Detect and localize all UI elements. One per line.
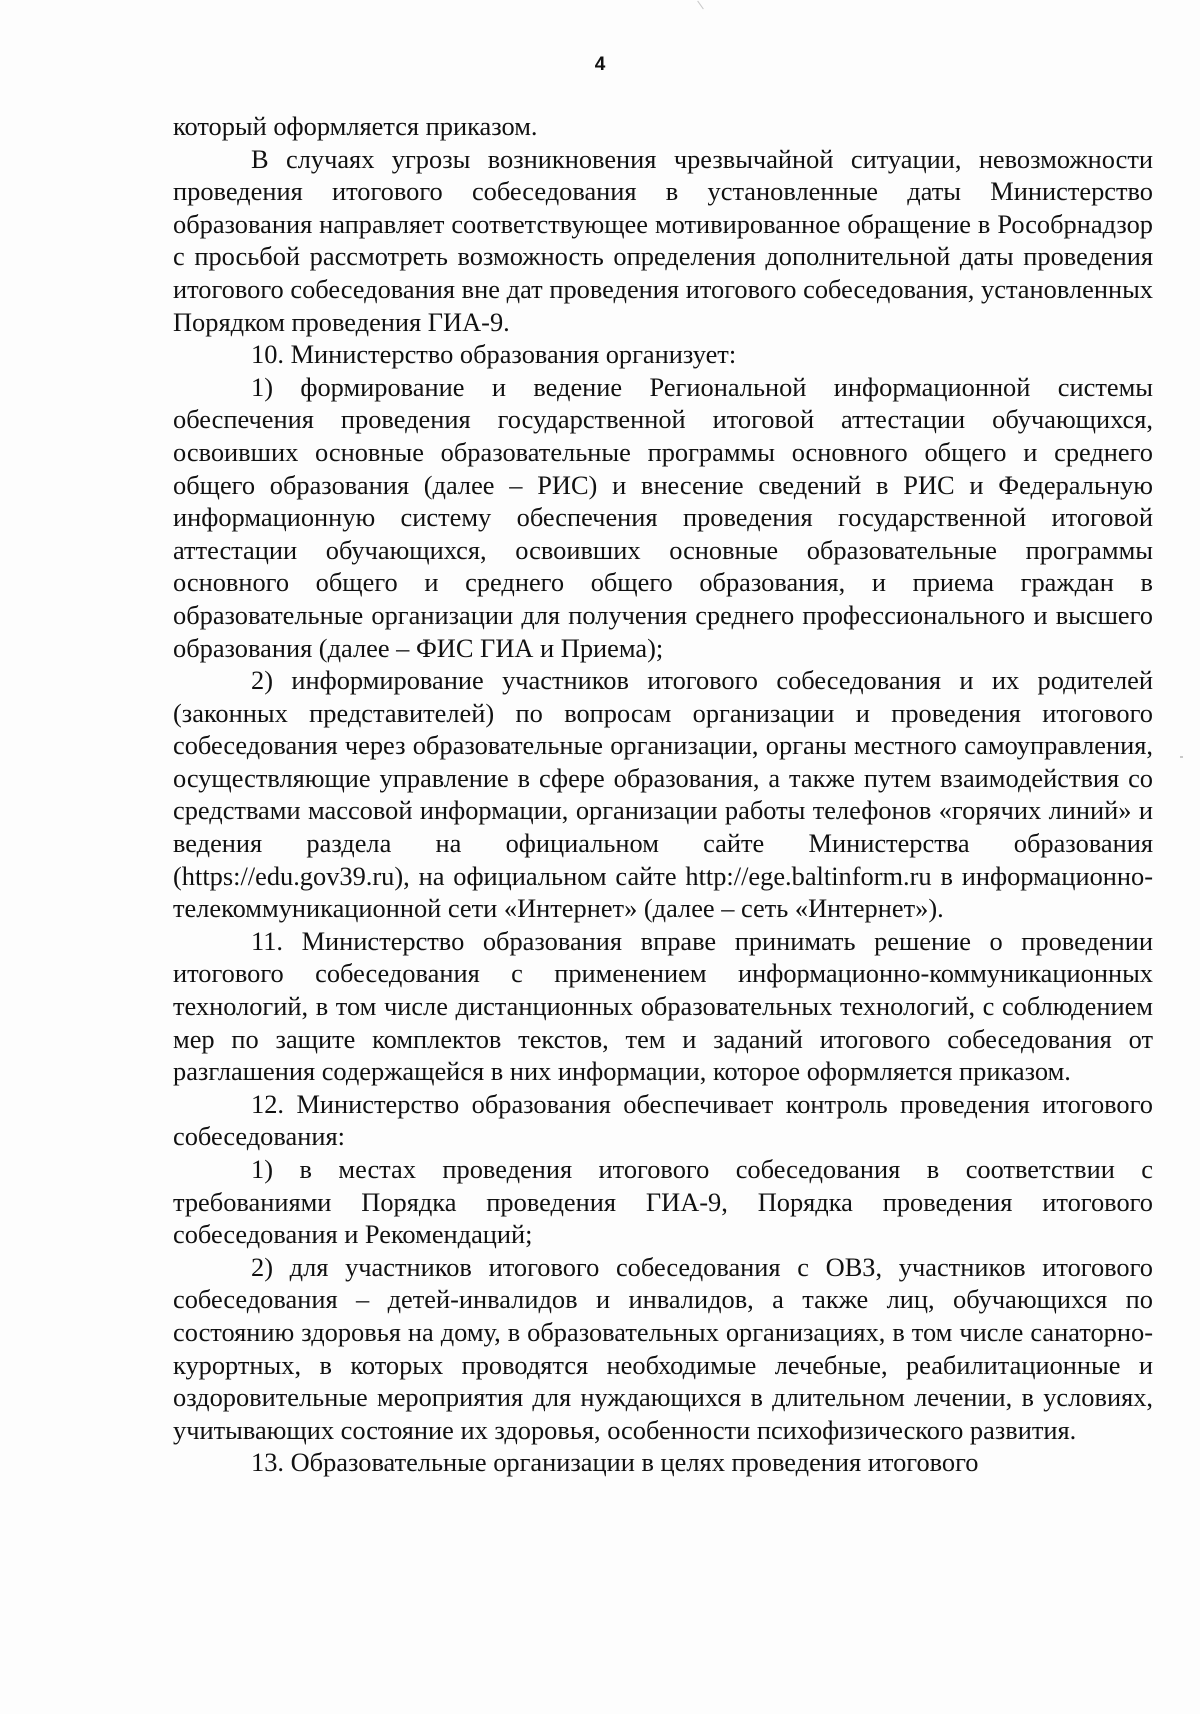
paragraph-emergency: В случаях угрозы возникновения чрезвычайной ситуации, невозможности проведения итогового собеседования в установленные даты Министерство образования направляет соответствующее мотивированное обращение в Рособрнадзор с просьбой рассмотреть возможность определения дополнительной даты проведения итогового собеседования вне дат проведения итогового собеседования, установленных Порядком проведения ГИА-9. xyxy=(173,143,1153,337)
scan-artifact xyxy=(1180,756,1183,758)
paragraph-item-10: 10. Министерство образования организует: xyxy=(251,339,737,370)
paragraph-item-13: 13. Образовательные организации в целях проведения итогового xyxy=(251,1447,979,1478)
paragraph-item-12: 12. Министерство образования обеспечивает контроль проведения итогового собеседования: xyxy=(173,1088,1153,1152)
paragraph-item-12-1: 1) в местах проведения итогового собеседования в соответствии с требованиями Порядка проведения ГИА-9, Порядка проведения итогового собеседования и Рекомендаций; xyxy=(173,1154,1153,1250)
page-number: 4 xyxy=(594,54,606,75)
paragraph-item-10-1: 1) формирование и ведение Региональной информационной системы обеспечения проведения государственной итоговой аттестации обучающихся, освоивших основные образовательные программы основного общего и среднего общего образования (далее – РИС) и внесение сведений в РИС и Федеральную информационную систему обеспечения проведения государственной итоговой аттестации обучающихся, освоивших основные образовательные программы основного общего и среднего общего образования, и приема граждан в образовательные организации для получения среднего профессионального и высшего образования (далее – ФИС ГИА и Приема); xyxy=(173,371,1153,663)
paragraph-continuation: который оформляется приказом. xyxy=(173,111,538,141)
paragraph-item-10-2: 2) информирование участников итогового собеседования и их родителей (законных представителей) по вопросам организации и проведения итогового собеседования через образовательные организации, органы местного самоуправления, осуществляющие управление в сфере образования, а также путем взаимодействия со средствами массовой информации, организации работы телефонов «горячих линий» и ведения раздела на официальном сайте Министерства образования (https://edu.gov39.ru), на официальном сайте http://ege.baltinform.ru в информационно-телекоммуникационной сети «Интернет» (далее – сеть «Интернет»). xyxy=(173,665,1153,924)
scan-artifact xyxy=(697,1,704,10)
paragraph-item-11: 11. Министерство образования вправе принимать решение о проведении итогового собеседования с применением информационно-коммуникационных технологий, в том числе дистанционных образовательных технологий, с соблюдением мер по защите комплектов текстов, тем и заданий итогового собеседования от разглашения содержащейся в них информации, которое оформляется приказом. xyxy=(173,925,1153,1087)
document-body xyxy=(173,110,1153,1479)
paragraph-item-12-2: 2) для участников итогового собеседования с ОВЗ, участников итогового собеседования – детей-инвалидов и инвалидов, а также лиц, обучающихся по состоянию здоровья на дому, в образовательных организациях, в том числе санаторно-курортных, в которых проводятся необходимые лечебные, реабилитационные и оздоровительные мероприятия для нуждающихся в длительном лечении, в условиях, учитывающих состояние их здоровья, особенности психофизического развития. xyxy=(173,1251,1153,1445)
